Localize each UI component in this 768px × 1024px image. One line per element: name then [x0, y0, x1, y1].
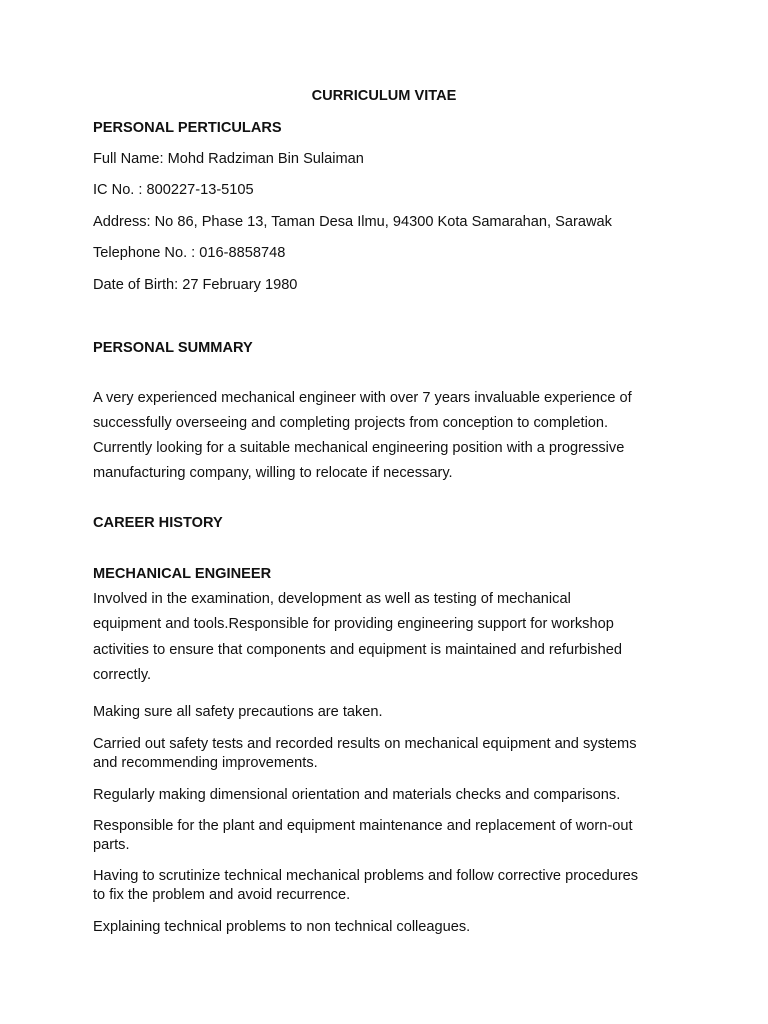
career-history-heading: CAREER HISTORY — [93, 515, 223, 531]
job-title: MECHANICAL ENGINEER — [93, 566, 272, 582]
address-line: Address: No 86, Phase 13, Taman Desa Ilmu, 94300 Kota Samarahan, Sarawak — [93, 214, 612, 230]
summary-line: Currently looking for a suitable mechanical engineering position with a progressive — [93, 440, 625, 456]
personal-particulars-heading: PERSONAL PERTICULARS — [93, 120, 282, 136]
job-intro-line: equipment and tools.Responsible for providing engineering support for workshop — [93, 616, 614, 632]
personal-summary-heading: PERSONAL SUMMARY — [93, 340, 253, 356]
full-name-line: Full Name: Mohd Radziman Bin Sulaiman — [93, 151, 364, 167]
document-title: CURRICULUM VITAE — [311, 88, 457, 104]
duty-line: Explaining technical problems to non technical colleagues. — [93, 919, 471, 935]
telephone-line: Telephone No. : 016-8858748 — [93, 245, 286, 261]
summary-line: A very experienced mechanical engineer with over 7 years invaluable experience of — [93, 390, 632, 406]
duty-line: Carried out safety tests and recorded results on mechanical equipment and systems — [93, 736, 637, 752]
job-intro-line: activities to ensure that components and equipment is maintained and refurbished — [93, 642, 622, 658]
duty-line: parts. — [93, 837, 130, 853]
ic-number-line: IC No. : 800227-13-5105 — [93, 182, 254, 198]
job-intro-line: Involved in the examination, development as well as testing of mechanical — [93, 591, 571, 607]
duty-line: Regularly making dimensional orientation and materials checks and comparisons. — [93, 787, 621, 803]
summary-line: successfully overseeing and completing projects from conception to completion. — [93, 415, 609, 431]
summary-line: manufacturing company, willing to relocate if necessary. — [93, 465, 453, 481]
duty-line: to fix the problem and avoid recurrence. — [93, 887, 351, 903]
duty-line: and recommending improvements. — [93, 755, 318, 771]
duty-line: Responsible for the plant and equipment maintenance and replacement of worn-out — [93, 818, 633, 834]
duty-line: Having to scrutinize technical mechanical problems and follow corrective procedures — [93, 868, 639, 884]
duty-line: Making sure all safety precautions are taken. — [93, 704, 383, 720]
job-intro-line: correctly. — [93, 667, 152, 683]
date-of-birth-line: Date of Birth: 27 February 1980 — [93, 277, 298, 293]
